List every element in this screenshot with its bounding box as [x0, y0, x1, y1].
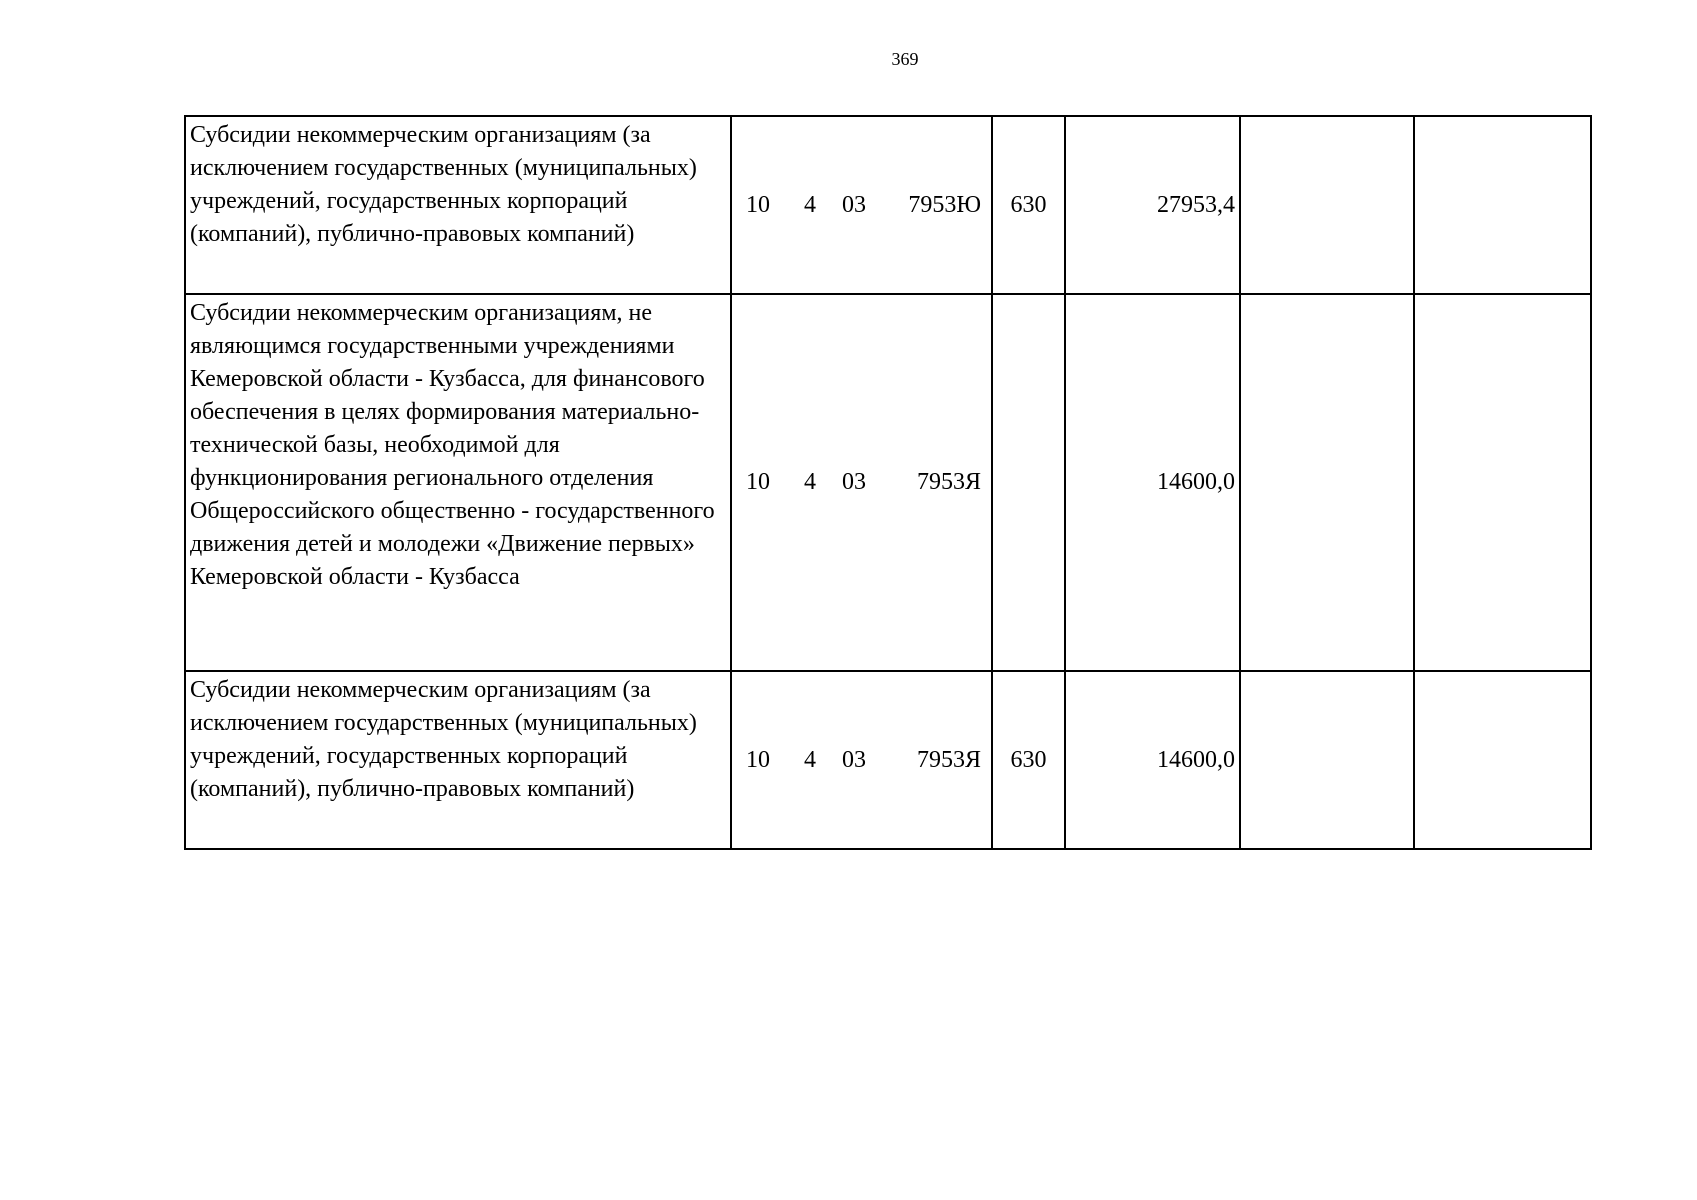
- subsection-code: 4: [804, 746, 816, 773]
- amount-cell: 27953,4: [1065, 116, 1240, 294]
- amount-cell: 14600,0: [1065, 671, 1240, 849]
- row-name-cell: Субсидии некоммерческим организациям (за исключением государственных (муниципальных) учреждений, государственных корпораций (компаний), публично-правовых компаний): [185, 116, 731, 294]
- subsection-code: 4: [804, 191, 816, 218]
- empty-cell-3: [1414, 116, 1591, 294]
- program-code: 03: [842, 746, 866, 773]
- expense-type-cell: 630: [992, 671, 1065, 849]
- empty-cell-3: [1414, 671, 1591, 849]
- section-code: 10: [746, 746, 770, 773]
- expense-type-cell: [992, 294, 1065, 671]
- empty-cell-2: [1240, 116, 1414, 294]
- code-cell: [731, 294, 992, 671]
- empty-cell-2: [1240, 671, 1414, 849]
- amount-cell: 14600,0: [1065, 294, 1240, 671]
- code-cell: [731, 671, 992, 849]
- program-code: 03: [842, 191, 866, 218]
- target-item-code: 7953Я: [916, 746, 981, 773]
- table-row: [185, 671, 1591, 849]
- row-name-cell: Субсидии некоммерческим организациям, не являющимся государственными учреждениями Кемеровской области - Кузбасса, для финансового обеспечения в целях формирования материально-технической базы, необходимой для функционирования регионального отделения Общероссийского общественно - государственного движения детей и молодежи «Движение первых» Кемеровской области - Кузбасса: [185, 294, 731, 671]
- section-code: 10: [746, 469, 770, 495]
- row-name-cell: Субсидии некоммерческим организациям (за исключением государственных (муниципальных) учреждений, государственных корпораций (компаний), публично-правовых компаний): [185, 671, 731, 849]
- expense-type-cell: 630: [992, 116, 1065, 294]
- subsection-code: 4: [804, 469, 816, 495]
- section-code: 10: [746, 191, 770, 218]
- code-cell: [731, 116, 992, 294]
- empty-cell-3: [1414, 294, 1591, 671]
- budget-table: [184, 115, 1592, 850]
- target-item-code: 7953Я: [916, 469, 981, 495]
- empty-cell-2: [1240, 294, 1414, 671]
- target-item-code: 7953Ю: [908, 191, 981, 218]
- program-code: 03: [842, 469, 866, 495]
- table-row: [185, 294, 1591, 671]
- table-row: [185, 116, 1591, 294]
- page-number: 369: [891, 49, 919, 69]
